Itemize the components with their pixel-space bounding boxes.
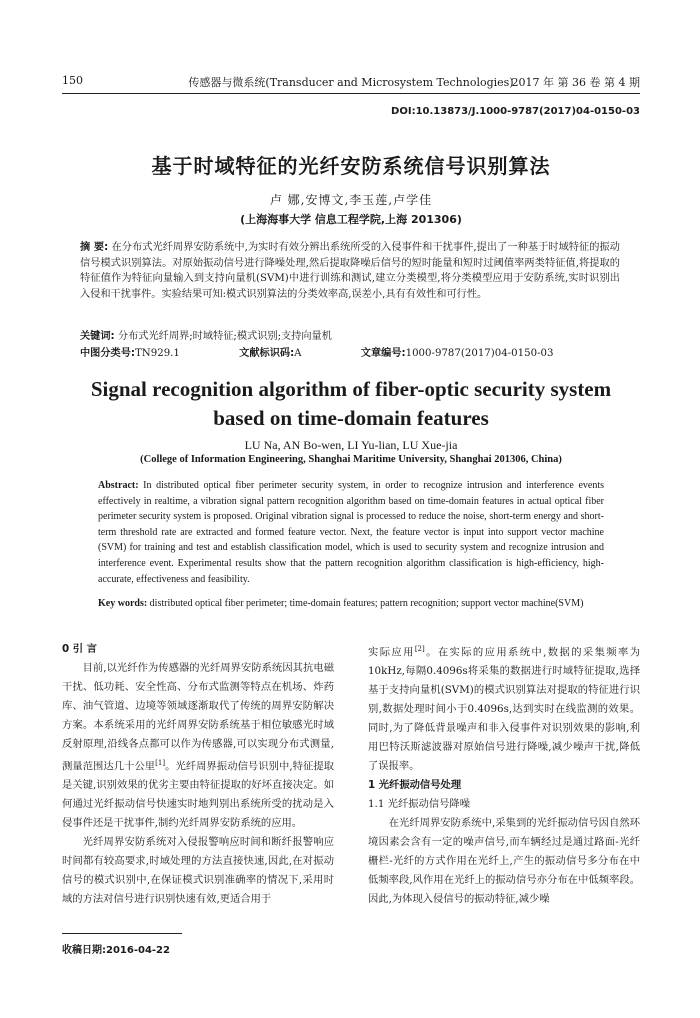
chinese-authors: 卢 娜,安博文,李玉莲,卢学佳 — [269, 193, 433, 207]
header-rule — [62, 93, 640, 94]
english-authors: LU Na, AN Bo-wen, LI Yu-lian, LU Xue-jia — [244, 438, 458, 452]
section-1-1-heading: 1.1 光纤振动信号降噪 — [368, 798, 471, 811]
body-paragraph: 光纤周界安防系统对入侵报警响应时间和断纤报警响应时间都有较高要求,时域处理的方法直接快速,因此,在对振动信号的模式识别中,在保证模式识别准确率的情况下,采用时域的方法对信号进行识别快速有效,更适合用于 — [62, 836, 334, 906]
chinese-abstract-text: 在分布式光纤周界安防系统中,为实时有效分辨出系统所受的入侵事件和干扰事件,提出了一种基于时域特征的振动信号模式识别算法。对原始振动信号进行降噪处理,然后提取降噪后信号的短时能量和短时过阈值率两类特征值,将提取的特征值作为特征向量输入到支持向量机(SVM)中进行训练和测试,建立分类模型,将分类模型应用于安防系统,实时识别出入侵和干扰事件。实验结果可知:模式识别算法的分类效率高,误差小,具有有效性和可行性。 — [80, 242, 620, 300]
section-1-heading: 1 光纤振动信号处理 — [368, 779, 462, 792]
footnote-rule — [62, 933, 182, 934]
citation-ref[interactable]: [2] — [414, 645, 425, 653]
clc-number: 中图分类号:TN929.1 — [80, 348, 180, 359]
body-left-column — [62, 640, 334, 909]
body-paragraph: 在光纤周界安防系统中,采集到的光纤振动信号因自然环境因素会含有一定的噪声信号,而车辆经过是通过路面-光纤栅栏-光纤的方式作用在光纤上,产生的振动信号多分布在中低频率段,风作用在光纤上的振动信号亦分布在中低频率段。因此,为体现入侵信号的振动特征,减少噪 — [368, 817, 640, 906]
body-right-column — [368, 640, 640, 909]
doi[interactable]: DOI:10.13873/J.1000-9787(2017)04-0150-03 — [391, 106, 640, 117]
chinese-abstract — [80, 240, 620, 302]
classification-line — [80, 344, 620, 359]
page-number: 150 — [62, 74, 83, 87]
chinese-affiliation: (上海海事大学 信息工程学院,上海 201306) — [240, 213, 462, 226]
chinese-abstract-label: 摘 要: — [80, 242, 109, 253]
english-affiliation: (College of Information Engineering, Shanghai Maritime University, Shanghai 201306, China) — [140, 454, 562, 465]
received-date: 收稿日期:2016-04-22 — [62, 945, 170, 956]
citation-ref[interactable]: [1] — [155, 759, 166, 767]
english-keywords-label: Key words: — [98, 598, 148, 609]
english-title — [62, 375, 640, 433]
journal-name: 传感器与微系统(Transducer and Microsystem Technologies) — [188, 76, 514, 89]
english-keywords — [98, 596, 604, 612]
journal-volume: 2017 年 第 36 卷 第 4 期 — [511, 76, 640, 89]
body-paragraph: 实际应用[2]。在实际的应用系统中,数据的采集频率为10kHz,每隔0.4096s将采集的数据进行时域特征提取,选择基于支持向量机(SVM)的模式识别算法对提取的特征进行识别,数据处理时间小于0.4096s,达到实时在线监测的效果。同时,为了降低背景噪声和非入侵事件对识别效果的影响,利用巴特沃斯滤波器对原始信号进行降噪,减少噪声干扰,降低了误报率。 — [368, 645, 641, 773]
running-header — [62, 74, 640, 90]
english-abstract-label: Abstract: — [98, 480, 139, 491]
english-keywords-text: distributed optical fiber perimeter; time-domain features; pattern recognition; support vector machine(SVM) — [149, 598, 584, 609]
chinese-title: 基于时域特征的光纤安防系统信号识别算法 — [151, 154, 551, 178]
document-code: 文献标识码:A — [239, 348, 302, 359]
chinese-keywords — [80, 327, 620, 342]
section-0-heading: 0 引 言 — [62, 643, 97, 655]
chinese-keywords-text: 分布式光纤周界;时域特征;模式识别;支持向量机 — [117, 331, 332, 342]
body-paragraph: 目前,以光纤作为传感器的光纤周界安防系统因其抗电磁干扰、低功耗、安全性高、分布式监测等特点在机场、炸药库、油气管道、边境等领域逐渐取代了传统的周界安防解决方案。本系统采用的光纤周界安防系统基于相位敏感光时域反射原理,沿线各点都可以作为传感器,可以实现分布式测量,测量范围达几十公里[1]。光纤周界振动信号识别中,特征提取是关键,识别效果的优劣主要由特征提取的好坏直接决定。如何通过光纤振动信号快速实时地判别出系统所受的扰动是入侵事件还是干扰事件,制约光纤周界安防系统的应用。 — [62, 662, 334, 830]
english-title-line2: based on time-domain features — [213, 406, 489, 430]
article-number: 文章编号:1000-9787(2017)04-0150-03 — [360, 348, 554, 359]
english-title-line1: Signal recognition algorithm of fiber-optic security system — [90, 377, 612, 401]
chinese-keywords-label: 关键词: — [80, 331, 115, 342]
english-abstract — [98, 478, 604, 587]
english-abstract-text: In distributed optical fiber perimeter security system, in order to recognize intrusion and interference events effectively in realtime, a vibration signal pattern recognition algorithm based on time-domain features in actual optical fiber perimeter security system is proposed. Original vibration signal is processed to reduce the noise, short-term energy and short-term threshold rate are extracted and formed feature vector. Next, the feature vector is input into support vector machine (SVM) for training and test and establish classification model, which is used to security system and recognize intrusion and interference event. Experimental results show that the pattern recognition algorithm classification is high-efficiency, high-accurate, effectiveness and feasibility. — [98, 480, 604, 585]
